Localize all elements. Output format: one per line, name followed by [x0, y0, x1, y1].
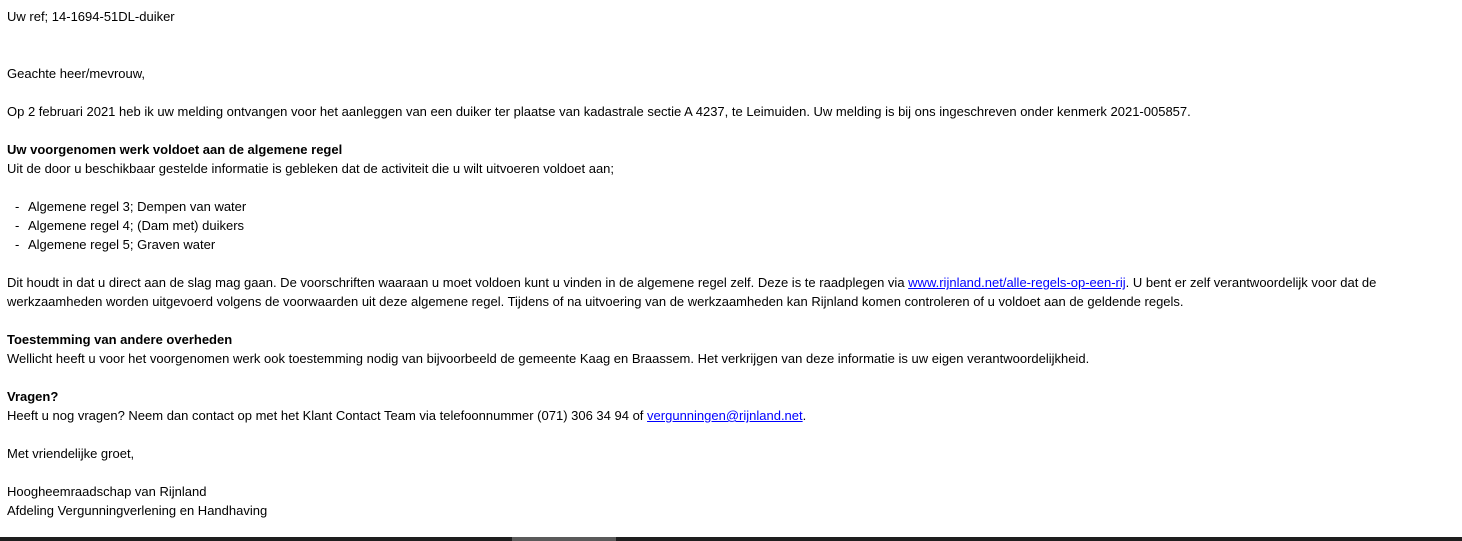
intro-paragraph: Op 2 februari 2021 heb ik uw melding ontvangen voor het aanleggen van een duiker ter plaatse van kadastrale sectie A 4237, te Leimuiden. Uw melding is bij ons ingeschreven onder kenmerk 2021-005857. — [7, 104, 1191, 119]
list-item-text: Algemene regel 4; (Dam met) duikers — [28, 218, 245, 233]
rules-paragraph-end: . U bent er zelf verantwoordelijk voor dat de werkzaamheden worden uitgevoerd volgens de voorwaarden uit deze algemene regel. Tijdens of na uitvoering van de werkzaamheden kan Rijnland komen controleren of u voldoet aan de geldende regels. — [7, 275, 1377, 309]
section-heading-questions: Vragen? — [7, 389, 59, 404]
bullet-dash: - — [15, 237, 20, 252]
list-item-text: Algemene regel 3; Dempen van water — [28, 199, 247, 214]
bullet-dash: - — [15, 218, 20, 233]
signature-organisation: Hoogheemraadschap van Rijnland — [7, 484, 207, 499]
email-body — [7, 0, 1455, 520]
rules-paragraph-start: Dit houdt in dat u direct aan de slag mag gaan. De voorschriften waaraan u moet voldoen kunt u vinden in de algemene regel zelf. Deze is te raadplegen via — [7, 275, 909, 290]
questions-text: Heeft u nog vragen? Neem dan contact op met het Klant Contact Team via telefoonnummer (071) 306 34 94 of — [7, 408, 648, 423]
section-text-questions — [7, 406, 1455, 425]
horizontal-scrollbar[interactable] — [0, 537, 1462, 541]
reference-line: Uw ref; 14-1694-51DL-duiker — [7, 9, 175, 24]
section-text-rules: Uit de door u beschikbaar gestelde informatie is gebleken dat de activiteit die u wilt uitvoeren voldoet aan; — [7, 161, 615, 176]
section-heading-authorities: Toestemming van andere overheden — [7, 332, 233, 347]
signature-department: Afdeling Vergunningverlening en Handhaving — [7, 503, 268, 518]
list-item-text: Algemene regel 5; Graven water — [28, 237, 216, 252]
rules-paragraph — [7, 273, 1455, 311]
list-item — [7, 235, 1455, 254]
salutation: Geachte heer/mevrouw, — [7, 66, 146, 81]
closing: Met vriendelijke groet, — [7, 446, 135, 461]
section-heading-rules: Uw voorgenomen werk voldoet aan de algemene regel — [7, 142, 343, 157]
bullet-dash: - — [15, 199, 20, 214]
list-item — [7, 216, 1455, 235]
scrollbar-thumb[interactable] — [512, 537, 616, 541]
rules-link[interactable]: www.rijnland.net/alle-regels-op-een-rij — [908, 275, 1126, 290]
questions-text-end: . — [802, 408, 807, 423]
email-link[interactable]: vergunningen@rijnland.net — [647, 408, 803, 423]
section-text-authorities: Wellicht heeft u voor het voorgenomen werk ook toestemming nodig van bijvoorbeeld de gemeente Kaag en Braassem. Het verkrijgen van deze informatie is uw eigen verantwoordelijkheid. — [7, 351, 1090, 366]
list-item — [7, 197, 1455, 216]
